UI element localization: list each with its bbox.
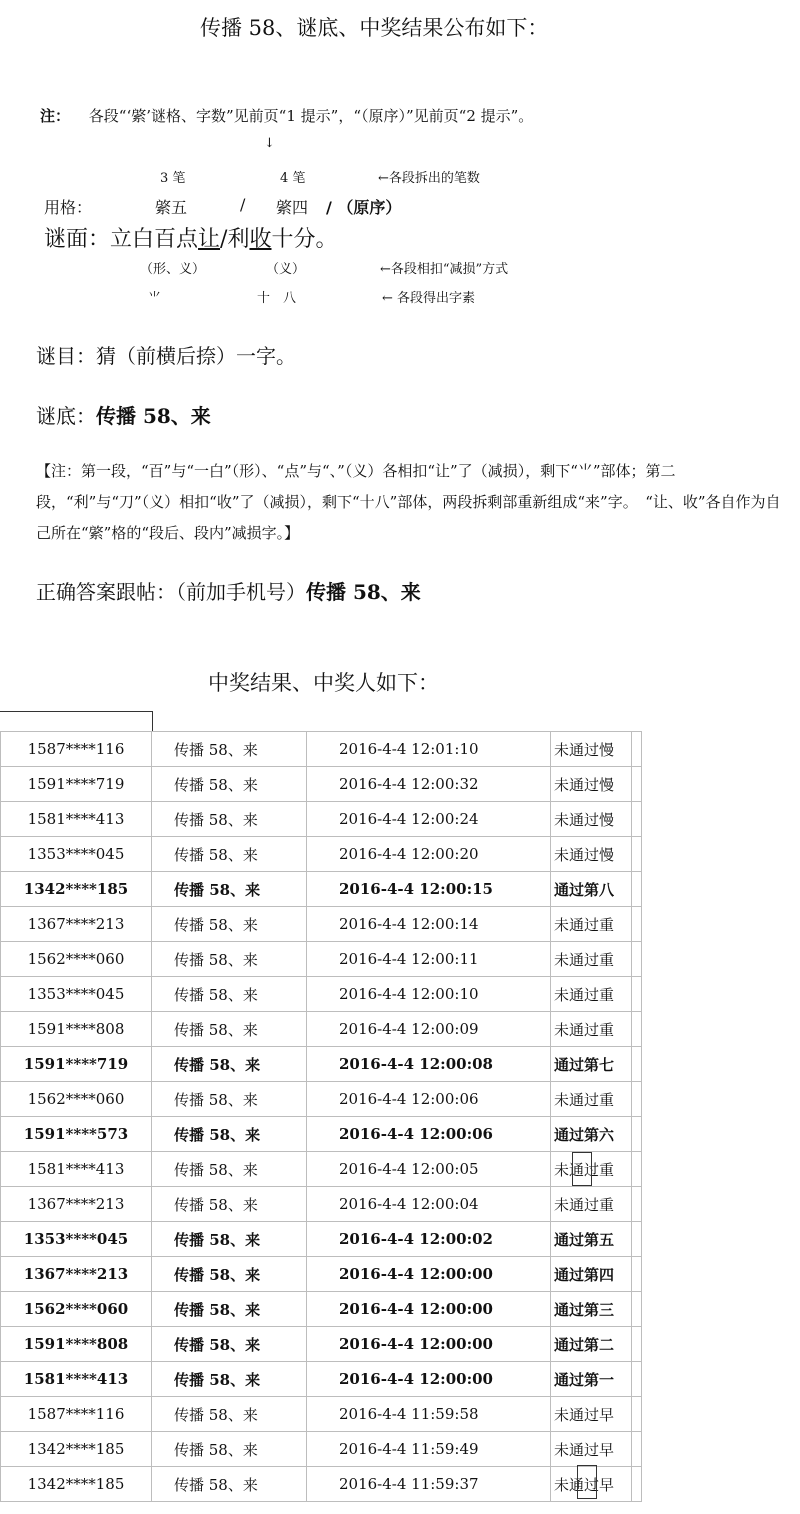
cell-phone: 1342****185 (1, 872, 152, 907)
cell-answer: 传播 58、来 (152, 1397, 307, 1432)
cell-answer: 传播 58、来 (152, 732, 307, 767)
cell-answer: 传播 58、来 (152, 1152, 307, 1187)
table-row (1, 802, 642, 837)
riddle-face-mid: /利 (220, 227, 250, 252)
cell-phone: 1367****213 (1, 1187, 152, 1222)
cell-phone: 1581****413 (1, 1362, 152, 1397)
table-row (1, 732, 642, 767)
cell-empty (632, 802, 642, 837)
cell-empty (632, 1117, 642, 1152)
riddle-face (44, 222, 338, 253)
table-row (1, 767, 642, 802)
cell-status: 未通过重 (551, 1187, 632, 1222)
cell-answer: 传播 58、来 (152, 1292, 307, 1327)
cell-time: 2016-4-4 12:01:10 (307, 732, 551, 767)
cell-empty (632, 1082, 642, 1117)
cell-empty (632, 1327, 642, 1362)
cell-time: 2016-4-4 11:59:37 (307, 1467, 551, 1502)
correct-answer-line (36, 576, 421, 605)
cell-time: 2016-4-4 12:00:06 (307, 1082, 551, 1117)
cell-time: 2016-4-4 12:00:09 (307, 1012, 551, 1047)
format-label: 用格： (44, 198, 93, 217)
table-row (1, 977, 642, 1012)
table-row (1, 1047, 642, 1082)
deduct-seg1: （形、义） (140, 262, 206, 277)
table-header-box (0, 711, 153, 732)
cell-answer: 传播 58、来 (152, 977, 307, 1012)
cell-phone: 1562****060 (1, 1292, 152, 1327)
cell-answer: 传播 58、来 (152, 767, 307, 802)
cell-time: 2016-4-4 12:00:20 (307, 837, 551, 872)
cell-phone: 1353****045 (1, 837, 152, 872)
table-row (1, 1292, 642, 1327)
correct-label: 正确答案跟帖：（前加手机号） (36, 580, 306, 604)
cell-time: 2016-4-4 11:59:49 (307, 1432, 551, 1467)
cell-answer: 传播 58、来 (152, 1047, 307, 1082)
stroke-count-seg2: 4 笔 (280, 171, 306, 186)
riddle-face-underlined-2: 收 (249, 227, 272, 252)
format-value-2: 綮四 (276, 198, 309, 217)
table-row (1, 1362, 642, 1397)
cell-time: 2016-4-4 12:00:11 (307, 942, 551, 977)
cell-time: 2016-4-4 12:00:00 (307, 1257, 551, 1292)
deduct-caption: ←各段相扣“减损”方式 (380, 262, 509, 277)
table-row (1, 1117, 642, 1152)
cell-empty (632, 837, 642, 872)
cell-status: 通过第三 (551, 1292, 632, 1327)
cell-answer: 传播 58、来 (152, 872, 307, 907)
table-row (1, 1257, 642, 1292)
riddle-face-part1: 立白百点 (110, 227, 199, 252)
cell-phone: 1581****413 (1, 802, 152, 837)
note-label: 注： (40, 107, 71, 125)
cell-phone: 1591****808 (1, 1012, 152, 1047)
cell-empty (632, 767, 642, 802)
cell-time: 2016-4-4 12:00:32 (307, 767, 551, 802)
cell-status: 未通过早 (551, 1467, 632, 1502)
cell-empty (632, 1047, 642, 1082)
cell-answer: 传播 58、来 (152, 1117, 307, 1152)
cell-status: 未通过慢 (551, 837, 632, 872)
down-arrow-icon: ↓ (264, 136, 275, 151)
cell-status: 通过第六 (551, 1117, 632, 1152)
cell-empty (632, 1467, 642, 1502)
cell-phone: 1562****060 (1, 1082, 152, 1117)
table-row (1, 907, 642, 942)
element-caption: ← 各段得出字素 (382, 291, 476, 306)
cell-time: 2016-4-4 12:00:00 (307, 1292, 551, 1327)
cell-time: 2016-4-4 12:00:10 (307, 977, 551, 1012)
element-seg1: ⺌ (148, 291, 162, 306)
element-seg2: 十 八 (257, 291, 297, 306)
cell-status: 通过第八 (551, 872, 632, 907)
cell-empty (632, 732, 642, 767)
stroke-count-seg1: 3 笔 (160, 171, 186, 186)
cell-time: 2016-4-4 12:00:02 (307, 1222, 551, 1257)
cell-status: 未通过慢 (551, 732, 632, 767)
cell-phone: 1587****116 (1, 732, 152, 767)
cell-time: 2016-4-4 12:00:05 (307, 1152, 551, 1187)
cell-answer: 传播 58、来 (152, 1467, 307, 1502)
deduct-seg2: （义） (266, 262, 306, 277)
riddle-target: 谜目：猜（前横后捺）一字。 (36, 344, 296, 368)
cell-answer: 传播 58、来 (152, 1082, 307, 1117)
format-tail: / （原序） (326, 198, 402, 217)
format-separator: / (240, 195, 246, 214)
cell-time: 2016-4-4 12:00:15 (307, 872, 551, 907)
cell-phone: 1353****045 (1, 1222, 152, 1257)
cell-phone: 1562****060 (1, 942, 152, 977)
cell-status: 通过第七 (551, 1047, 632, 1082)
cell-empty (632, 942, 642, 977)
note-text: 各段“‘綮’谜格、字数”见前页“1 提示”，“（原序）”见前页“2 提示”。 (88, 107, 534, 125)
cell-time: 2016-4-4 12:00:24 (307, 802, 551, 837)
cell-phone: 1591****573 (1, 1117, 152, 1152)
cell-empty (632, 1222, 642, 1257)
cell-status: 未通过重 (551, 977, 632, 1012)
table-row (1, 1187, 642, 1222)
cell-status: 未通过早 (551, 1432, 632, 1467)
cell-empty (632, 1152, 642, 1187)
cell-answer: 传播 58、来 (152, 1222, 307, 1257)
riddle-face-part2: 十分。 (271, 227, 338, 252)
cell-status: 未通过重 (551, 1012, 632, 1047)
cell-time: 2016-4-4 11:59:58 (307, 1397, 551, 1432)
cell-answer: 传播 58、来 (152, 1327, 307, 1362)
cell-answer: 传播 58、来 (152, 1012, 307, 1047)
answer-line (36, 400, 211, 429)
cell-phone: 1581****413 (1, 1152, 152, 1187)
riddle-face-underlined-1: 让 (198, 227, 221, 252)
cell-empty (632, 977, 642, 1012)
explanation: 【注：第一段，“百”与“一白”（形）、“点”与“、”（义）各相扣“让”了（减损），剩下“⺌”部体；第二段，“利”与“刀”（义）相扣“收”了（减损），剩下“十八”部体，两段拆剩部重新组成“来”字。 “让、收”各自作为自己所在“綮”格的“段后、段内”减损字。】 (36, 462, 781, 542)
cell-status: 未通过重 (551, 1152, 632, 1187)
cell-time: 2016-4-4 12:00:00 (307, 1362, 551, 1397)
results-title: 中奖结果、中奖人如下： (208, 671, 439, 695)
table-row (1, 872, 642, 907)
table-row (1, 1467, 642, 1502)
answer-value: 传播 58、来 (96, 404, 211, 428)
cell-answer: 传播 58、来 (152, 1362, 307, 1397)
cell-time: 2016-4-4 12:00:14 (307, 907, 551, 942)
cell-empty (632, 1397, 642, 1432)
table-row (1, 1152, 642, 1187)
table-row (1, 1327, 642, 1362)
page-title: 传播 58、谜底、中奖结果公布如下： (200, 16, 549, 40)
cell-empty (632, 907, 642, 942)
cell-time: 2016-4-4 12:00:08 (307, 1047, 551, 1082)
table-row (1, 1222, 642, 1257)
cell-status: 未通过重 (551, 942, 632, 977)
cell-status: 通过第一 (551, 1362, 632, 1397)
cell-time: 2016-4-4 12:00:04 (307, 1187, 551, 1222)
stroke-count-caption: ←各段拆出的笔数 (378, 171, 480, 186)
cell-status: 通过第四 (551, 1257, 632, 1292)
cell-empty (632, 1187, 642, 1222)
cell-phone: 1367****213 (1, 907, 152, 942)
cell-phone: 1342****185 (1, 1432, 152, 1467)
answer-label: 谜底： (36, 404, 96, 428)
cell-status: 未通过慢 (551, 802, 632, 837)
cell-phone: 1342****185 (1, 1467, 152, 1502)
cell-status: 通过第五 (551, 1222, 632, 1257)
cell-phone: 1591****719 (1, 767, 152, 802)
cell-empty (632, 1012, 642, 1047)
cell-phone: 1353****045 (1, 977, 152, 1012)
table-row (1, 1082, 642, 1117)
cell-time: 2016-4-4 12:00:00 (307, 1327, 551, 1362)
cell-status: 通过第二 (551, 1327, 632, 1362)
cell-status: 未通过早 (551, 1397, 632, 1432)
format-value-1: 綮五 (155, 198, 188, 217)
note-line (40, 105, 533, 126)
cell-status: 未通过重 (551, 907, 632, 942)
cell-answer: 传播 58、来 (152, 1187, 307, 1222)
cell-empty (632, 1432, 642, 1467)
selection-mark (577, 1465, 597, 1499)
table-row (1, 1012, 642, 1047)
cell-empty (632, 1292, 642, 1327)
riddle-face-label: 谜面： (44, 227, 111, 252)
cell-phone: 1591****719 (1, 1047, 152, 1082)
selection-mark (572, 1152, 592, 1186)
cell-empty (632, 1362, 642, 1397)
cell-empty (632, 872, 642, 907)
table-row (1, 837, 642, 872)
results-table (0, 731, 642, 1502)
cell-answer: 传播 58、来 (152, 942, 307, 977)
cell-phone: 1587****116 (1, 1397, 152, 1432)
cell-phone: 1367****213 (1, 1257, 152, 1292)
cell-answer: 传播 58、来 (152, 837, 307, 872)
table-row (1, 1397, 642, 1432)
table-row (1, 1432, 642, 1467)
table-row (1, 942, 642, 977)
cell-answer: 传播 58、来 (152, 1432, 307, 1467)
cell-status: 未通过重 (551, 1082, 632, 1117)
cell-empty (632, 1257, 642, 1292)
cell-phone: 1591****808 (1, 1327, 152, 1362)
correct-value: 传播 58、来 (306, 580, 421, 604)
cell-time: 2016-4-4 12:00:06 (307, 1117, 551, 1152)
cell-status: 未通过慢 (551, 767, 632, 802)
cell-answer: 传播 58、来 (152, 1257, 307, 1292)
cell-answer: 传播 58、来 (152, 802, 307, 837)
cell-answer: 传播 58、来 (152, 907, 307, 942)
